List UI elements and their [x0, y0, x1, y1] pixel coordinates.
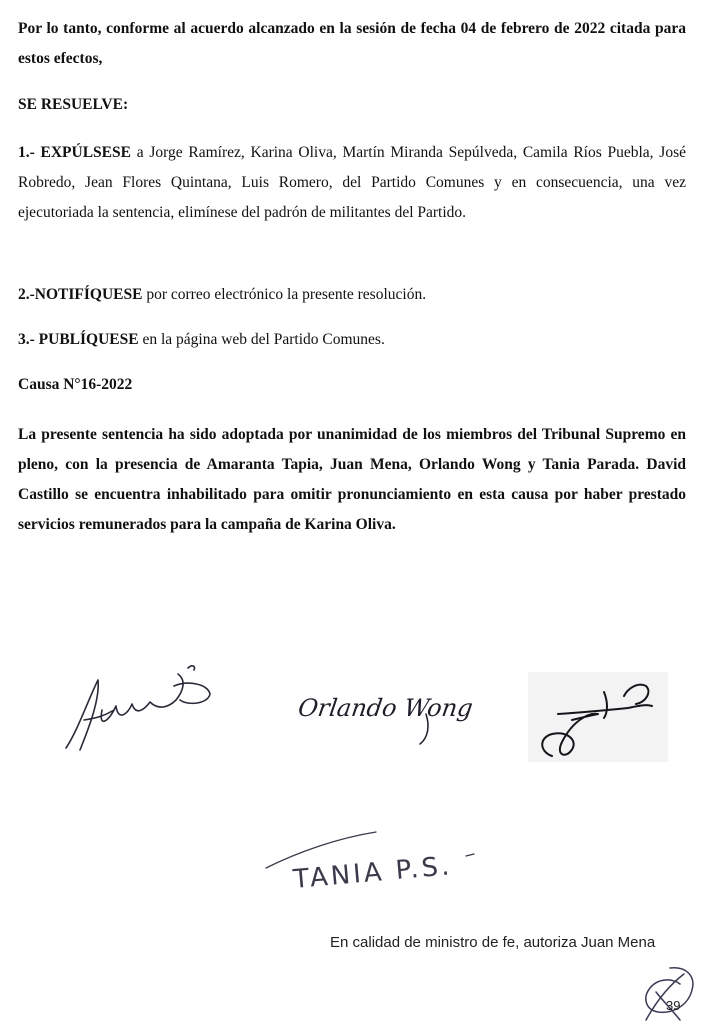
case-number: Causa N°16-2022 — [18, 376, 133, 393]
signature-1 — [58, 660, 228, 760]
page-number: 39 — [666, 998, 681, 1013]
signature-4 — [258, 818, 488, 898]
sentence-paragraph: La presente sentencia ha sido adoptada por unanimidad de los miembros del Tribunal Supremo en pleno, con la presencia de Amaranta Tapia, Juan Mena, Orlando Wong y Tania Parada. David Castillo se encuentra inhabilitado para omitir pronunciamiento en esta causa por haber prestado servicios remunerados para la campaña de Karina Oliva. — [18, 426, 686, 533]
resolution-item-3-text: en la página web del Partido Comunes. — [138, 331, 385, 348]
ministro-de-fe-note: En calidad de ministro de fe, autoriza Juan Mena — [330, 934, 656, 951]
resolution-item-1 — [18, 138, 686, 228]
resolution-item-1-text: a Jorge Ramírez, Karina Oliva, Martín Miranda Sepúlveda, Camila Ríos Puebla, José Robredo, Jean Flores Quintana, Luis Romero, del Partido Comunes y en consecuencia, una vez ejecutoriada la sentencia, elimínese del padrón de militantes del Partido. — [18, 144, 686, 221]
resolution-item-3 — [18, 325, 686, 355]
initials-scribble — [636, 962, 700, 1024]
resolution-item-2 — [18, 280, 686, 310]
resolve-heading: SE RESUELVE: — [18, 96, 129, 113]
resolution-item-3-label: 3.- PUBLÍQUESE — [18, 331, 139, 348]
resolution-item-1-label: 1.- EXPÚLSESE — [18, 144, 131, 161]
signature-2 — [296, 668, 475, 748]
signature-4-text: TANIA P.S. — [291, 851, 454, 895]
signature-2-text: Orlando Wong — [296, 694, 475, 722]
signature-3 — [528, 672, 668, 762]
resolution-item-2-label: 2.-NOTIFÍQUESE — [18, 286, 143, 303]
intro-paragraph: Por lo tanto, conforme al acuerdo alcanzado en la sesión de fecha 04 de febrero de 2022 citada para estos efectos, — [18, 20, 686, 67]
resolution-item-2-text: por correo electrónico la presente resolución. — [142, 286, 427, 303]
